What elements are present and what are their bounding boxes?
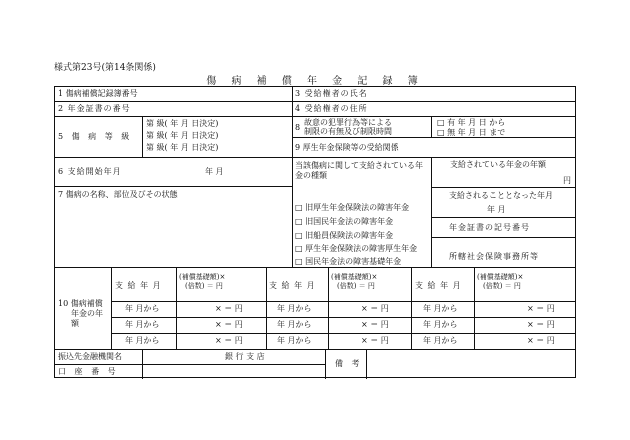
table-row-amount: × ＝ 円 — [215, 336, 243, 345]
field-annual-amount-label-1: 10 傷病補償 — [58, 299, 103, 308]
table-row-period: 年 月から — [125, 304, 160, 313]
field-recipient-address-label: 4 受給権者の住所 — [295, 104, 368, 113]
table-head-amount-2: (倍数) ＝ 円 — [185, 282, 223, 290]
field-restriction-number: 8 — [295, 123, 301, 132]
pension-type-option: □ 旧厚生年金保険法の障害年金 — [295, 203, 410, 212]
table-head-amount-2: (倍数) ＝ 円 — [483, 282, 521, 290]
table-row-period: 年 月から — [125, 320, 160, 329]
pay-start-value: 年 月 — [487, 205, 506, 214]
pension-amount-yen: 円 — [563, 176, 571, 185]
restriction-option-no: □ 無 年 月 日 まで — [437, 128, 506, 137]
field-grade-label: 5 傷 病 等 級 — [58, 132, 133, 141]
pension-type-option: □ 旧国民年金法の障害年金 — [295, 217, 394, 226]
grade-row-3: 第 級( 年 月 日決定) — [146, 143, 219, 152]
field-cert-number-label: 2 年金証書の番号 — [58, 104, 131, 113]
field-annual-amount-label-2: 年金の年 — [71, 309, 103, 318]
table-head-period: 支 給 年 月 — [415, 281, 462, 290]
field-disease-label: 7 傷病の名称、部位及びその状態 — [58, 190, 178, 199]
pension-amount-label: 支給されている年金の年額 — [450, 160, 546, 169]
table-row-amount: × ＝ 円 — [527, 336, 555, 345]
grade-row-1: 第 級( 年 月 日決定) — [146, 119, 219, 128]
table-head-amount-1: (補償基礎額)× — [179, 273, 226, 281]
table-row-amount: × ＝ 円 — [361, 336, 389, 345]
remarks-label: 備 考 — [335, 359, 363, 368]
table-row-amount: × ＝ 円 — [527, 304, 555, 313]
table-row-period: 年 月から — [423, 336, 458, 345]
form-id: 様式第23号(第14条関係) — [54, 63, 156, 73]
field-restriction-label-1: 故意の犯罪行為等による — [304, 118, 392, 127]
table-row-period: 年 月から — [423, 320, 458, 329]
field-recipient-name-label: 3 受給権者の氏名 — [295, 89, 368, 98]
cert-symbol-number-label: 年金証書の記号番号 — [449, 223, 530, 232]
pension-type-option: □ 国民年金法の障害基礎年金 — [295, 257, 402, 266]
table-row-amount: × ＝ 円 — [215, 320, 243, 329]
table-row-period: 年 月から — [277, 320, 312, 329]
table-row-amount: × ＝ 円 — [361, 304, 389, 313]
bank-name-label: 振込先金融機関名 — [58, 352, 122, 361]
pension-type-label-2: 金の種類 — [295, 171, 327, 180]
table-head-period: 支 給 年 月 — [115, 281, 162, 290]
field-pension-relation-label: 9 厚生年金保険等の受給関係 — [295, 143, 399, 152]
table-row-amount: × ＝ 円 — [527, 320, 555, 329]
account-number-label: 口 座 番 号 — [58, 367, 119, 376]
grade-row-2: 第 級( 年 月 日決定) — [146, 131, 219, 140]
table-head-amount-1: (補償基礎額)× — [477, 273, 524, 281]
field-start-month-label: 6 支給開始年月 — [58, 167, 122, 176]
insurance-office-label: 所轄社会保険事務所等 — [449, 252, 539, 261]
table-row-amount: × ＝ 円 — [361, 320, 389, 329]
table-head-period: 支 給 年 月 — [269, 281, 316, 290]
pension-type-option: □ 旧船員保険法の障害年金 — [295, 231, 394, 240]
table-row-period: 年 月から — [423, 304, 458, 313]
pension-type-option: □ 厚生年金保険法の障害厚生年金 — [295, 244, 418, 253]
table-row-period: 年 月から — [125, 336, 160, 345]
table-head-amount-1: (補償基礎額)× — [331, 273, 378, 281]
page-title: 傷 病 補 償 年 金 記 録 簿 — [206, 76, 424, 87]
pay-start-label: 支給されることとなった年月 — [449, 191, 553, 200]
field-start-month-value: 年 月 — [205, 167, 224, 176]
table-row-period: 年 月から — [277, 304, 312, 313]
field-restriction-label-2: 制限の有無及び制限時間 — [304, 127, 392, 136]
record-form — [54, 86, 576, 378]
bank-name-value: 銀 行 支 店 — [225, 352, 265, 361]
field-annual-amount-label-3: 額 — [71, 319, 79, 328]
restriction-option-yes: □ 有 年 月 日 から — [437, 118, 506, 127]
table-head-amount-2: (倍数) ＝ 円 — [337, 282, 375, 290]
table-row-period: 年 月から — [277, 336, 312, 345]
table-row-amount: × ＝ 円 — [215, 304, 243, 313]
field-record-number-label: 1 傷病補償記録簿番号 — [58, 89, 138, 98]
pension-type-label-1: 当該傷病に関して支給されている年 — [295, 161, 423, 170]
